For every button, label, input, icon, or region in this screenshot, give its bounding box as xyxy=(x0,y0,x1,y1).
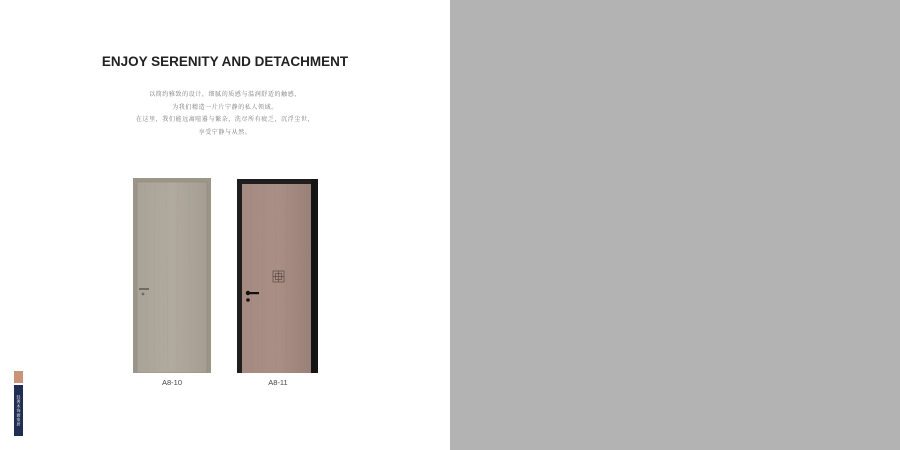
description-block xyxy=(0,89,450,139)
product-code-a8-11: A8-11 xyxy=(268,378,288,387)
description-line: 在这里，我们能远离喧嚣与繁杂，洗尽所有疲乏，沉浮尘世， xyxy=(135,116,315,123)
description-line: 以简约雅致的设计，细腻的质感与温润舒适的触感， xyxy=(149,91,301,98)
page-heading: ENJOY SERENITY AND DETACHMENT xyxy=(101,54,349,69)
tab-label: 轻奢木饰面家居 xyxy=(16,394,22,427)
side-tab xyxy=(14,371,23,436)
door-image-a8-11 xyxy=(237,179,318,373)
tab-color-swatch xyxy=(14,371,23,383)
right-page xyxy=(450,0,900,450)
tab-label-bar xyxy=(14,385,23,436)
description-line: 为我们精造一片片宁静的私人领域。 xyxy=(172,103,278,111)
door-image-a8-10 xyxy=(133,178,211,373)
description-line: 享受宁静与从然。 xyxy=(198,128,252,136)
product-code-a8-10: A8-10 xyxy=(161,378,182,387)
